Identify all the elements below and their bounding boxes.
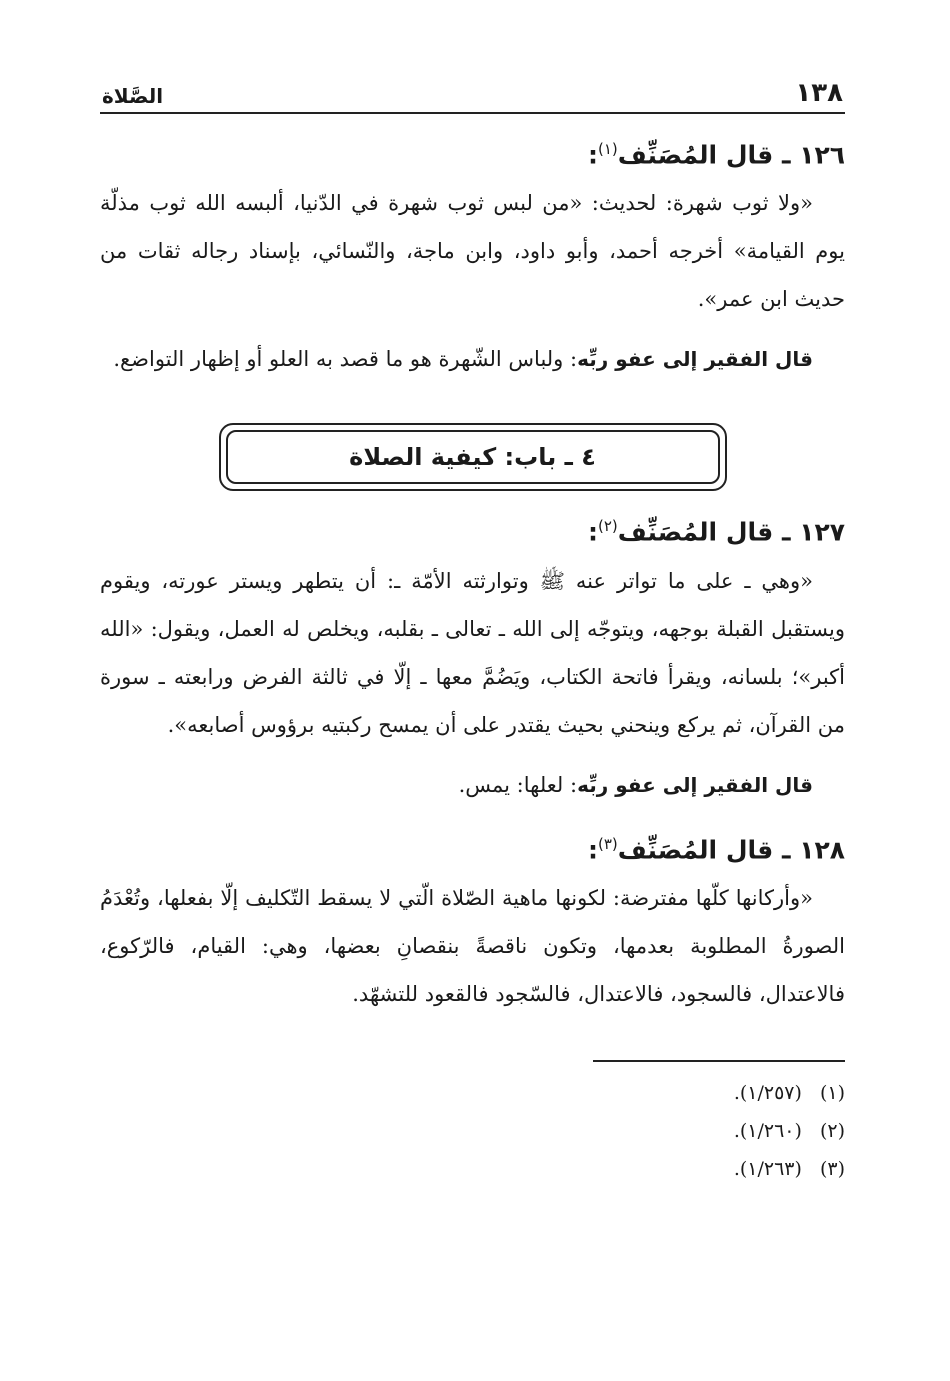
entry-quote: «وهي ـ على ما تواتر عنه ﷺ وتوارثته الأمّة ـ: أن يتطهر ويستر عورته، ويقوم ويستقبل القبلة بوجهه، ويتوجّه إلى الله ـ تعالى ـ بقلبه، ويخلص له العمل، ويقول: «الله أكبر»؛ بلسانه، ويقرأ فاتحة الكتاب، ويَضُمَّ معها ـ إلّا في ثالثة الفرض ورابعته ـ سورة من القرآن، ثم يركع وينحني بحيث يقتدر على أن يمسح ركبتيه برؤوس أصابعه». <box>100 568 845 737</box>
entry-126 <box>100 140 845 383</box>
entry-heading <box>100 140 845 169</box>
entry-heading-text: ١٢٨ ـ قال المُصَنِّف <box>617 834 845 864</box>
commentary-text: : لعلها: يمس. <box>458 772 578 797</box>
chapter-title: ٤ ـ باب: كيفية الصلاة <box>226 430 720 484</box>
footnote-text: (١/٢٦٠). <box>733 1119 802 1142</box>
entry-heading <box>100 517 845 546</box>
footnotes <box>100 1074 845 1188</box>
commentary-lead: قال الفقير إلى عفو ربِّه <box>577 772 813 797</box>
footnote-1 <box>100 1074 845 1112</box>
entry-heading-text: ١٢٦ ـ قال المُصَنِّف <box>617 140 845 170</box>
running-title: الصَّلاة <box>102 84 164 108</box>
footnote-text: (١/٢٥٧). <box>733 1081 802 1104</box>
entry-128 <box>100 835 845 1018</box>
page-number: ١٣٨ <box>795 78 843 108</box>
footnote-ref[interactable]: (١) <box>598 140 618 158</box>
chapter-heading-wrap <box>100 423 845 491</box>
footnote-2 <box>100 1112 845 1150</box>
footnote-number: (١) <box>819 1081 845 1104</box>
entry-quote: «ولا ثوب شهرة: لحديث: «من لبس ثوب شهرة في الدّنيا، ألبسه الله ثوب مذلّة يوم القيامة» أخرجه أحمد، وأبو داود، وابن ماجة، والنّسائي، بإسناد رجاله ثقات من حديث ابن عمر». <box>100 191 845 312</box>
commentary <box>100 335 845 383</box>
heading-colon: : <box>588 517 598 547</box>
entry-heading-text: ١٢٧ ـ قال المُصَنِّف <box>617 517 845 547</box>
entry-heading <box>100 835 845 864</box>
entry-quote: «وأركانها كلّها مفترضة: لكونها ماهية الصّلاة الّتي لا يسقط التّكليف إلّا بفعلها، وتُعْدَمُ الصورةُ المطلوبة بعدمها، وتكون ناقصةً بنقصانِ بعضها، وهي: القيام، فالرّكوع، فالاعتدال، فالسجود، فالاعتدال، فالسّجود فالقعود للتشهّد. <box>100 885 845 1006</box>
footnote-ref[interactable]: (٢) <box>598 517 618 536</box>
commentary <box>100 761 845 809</box>
entry-127 <box>100 517 845 808</box>
footnote-number: (٢) <box>819 1119 845 1142</box>
footnote-ref[interactable]: (٣) <box>598 834 618 853</box>
chapter-frame <box>219 423 727 491</box>
heading-colon: : <box>588 140 598 170</box>
footnote-number: (٣) <box>819 1157 845 1180</box>
running-header <box>100 70 845 114</box>
commentary-lead: قال الفقير إلى عفو ربِّه <box>577 347 813 372</box>
footnote-3 <box>100 1150 845 1188</box>
commentary-text: : ولباس الشّهرة هو ما قصد به العلو أو إظهار التواضع. <box>113 347 578 372</box>
heading-colon: : <box>588 834 598 864</box>
footnote-text: (١/٢٦٣). <box>733 1157 802 1180</box>
footnote-divider <box>593 1060 845 1062</box>
